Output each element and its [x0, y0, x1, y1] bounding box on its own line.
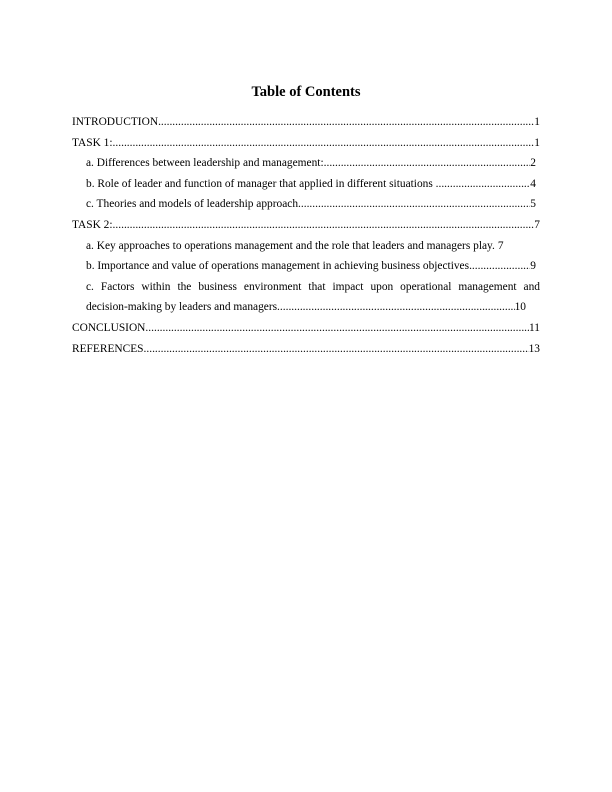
- toc-dot-leader: [436, 174, 531, 195]
- toc-entry-task-1c[interactable]: [72, 194, 536, 215]
- toc-entry-page: 4: [530, 177, 536, 190]
- toc-entry-label: TASK 1:: [72, 136, 113, 149]
- toc-dot-leader: [145, 318, 529, 339]
- toc-entry-label: a. Differences between leadership and management:: [86, 157, 324, 170]
- toc-entry-page: 9: [530, 260, 536, 273]
- toc-entry-task-1b[interactable]: [72, 174, 536, 195]
- toc-entry-task-2[interactable]: [72, 215, 540, 236]
- toc-entry-task-2b[interactable]: [72, 256, 536, 277]
- toc-entry-label: CONCLUSION: [72, 321, 146, 334]
- toc-entry-introduction[interactable]: [72, 112, 540, 133]
- toc-dot-leader: [298, 194, 530, 215]
- toc-list: [72, 112, 540, 359]
- toc-entry-page: 5: [530, 198, 536, 211]
- toc-entry-label-line2: decision-making by leaders and managers: [86, 301, 278, 314]
- toc-entry-label: REFERENCES: [72, 342, 144, 355]
- toc-entry-page: 7: [497, 239, 504, 252]
- toc-entry-label: INTRODUCTION: [72, 116, 159, 128]
- toc-dot-leader: [277, 297, 515, 318]
- toc-entry-page: 1: [534, 136, 540, 149]
- toc-entry-page: 2: [530, 157, 536, 170]
- toc-entry-line2: [86, 297, 526, 318]
- toc-entry-label: TASK 2:: [72, 218, 113, 231]
- toc-dot-leader: [469, 256, 530, 277]
- toc-entry-label: b. Importance and value of operations management in achieving business objectives: [86, 260, 470, 273]
- toc-entry-references[interactable]: [72, 339, 540, 360]
- toc-entry-label-line1: c. Factors within the business environment that impact upon operational management and: [86, 280, 540, 293]
- toc-entry-task-1[interactable]: [72, 133, 540, 154]
- toc-entry-label: b. Role of leader and function of manager that applied in different situations: [86, 177, 436, 190]
- toc-entry-page: 1: [534, 116, 540, 128]
- toc-entry-page: 11: [529, 321, 540, 334]
- toc-dot-leader: [158, 112, 534, 133]
- toc-entry-task-2c[interactable]: [72, 277, 540, 318]
- toc-dot-leader: [113, 215, 535, 236]
- toc-title: Table of Contents: [251, 84, 361, 100]
- toc-entry-label: a. Key approaches to operations management and the role that leaders and managers play.: [86, 239, 495, 252]
- toc-dot-leader: [144, 339, 529, 360]
- toc-entry-page: 13: [528, 342, 540, 355]
- toc-entry-label: c. Theories and models of leadership approach: [86, 198, 299, 211]
- toc-entry-task-2a[interactable]: [72, 236, 536, 257]
- toc-entry-task-1a[interactable]: [72, 153, 536, 174]
- toc-dot-leader: [113, 133, 535, 154]
- toc-entry-page: 10: [514, 301, 526, 314]
- toc-dot-leader: [324, 153, 531, 174]
- toc-entry-page: 7: [534, 218, 540, 231]
- toc-entry-conclusion[interactable]: [72, 318, 540, 339]
